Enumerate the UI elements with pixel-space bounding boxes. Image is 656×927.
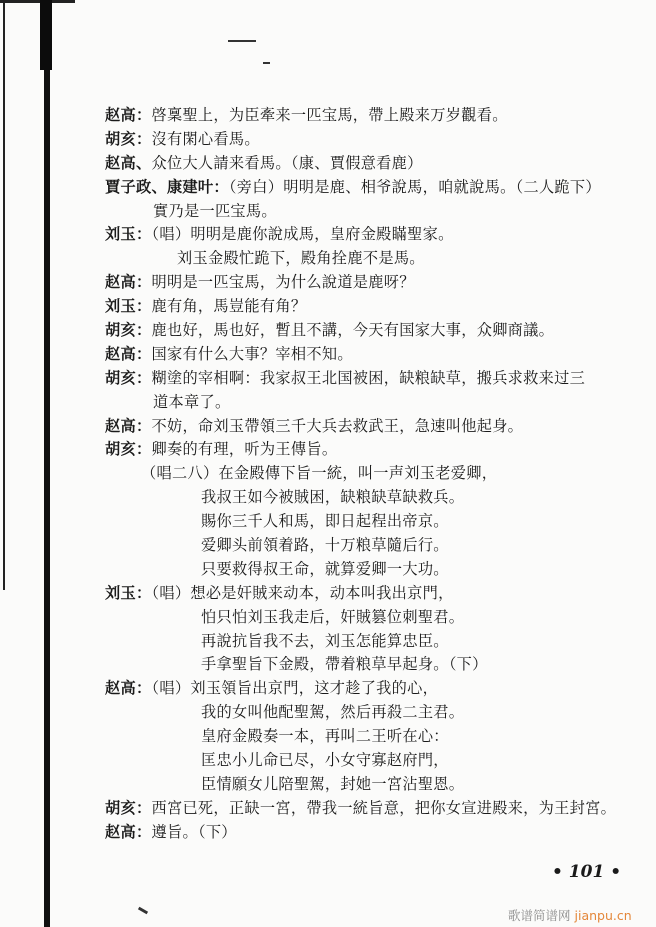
speaker-name: 赵高、 xyxy=(105,153,152,172)
line-text: 只要救得叔王命，就算爱卿一大功。 xyxy=(201,559,449,578)
line-text: 遵旨。（下） xyxy=(151,822,237,841)
line-text: 臣情願女儿陪聖駕，封她一宮沾聖恩。 xyxy=(201,774,465,793)
speaker-name: 赵高： xyxy=(105,679,152,698)
line-text: 道本章了。 xyxy=(153,392,231,411)
watermark xyxy=(508,906,632,924)
line-text: 再說抗旨我不去，刘玉怎能算忠臣。 xyxy=(201,631,449,650)
continuation-line xyxy=(105,630,625,654)
speaker-name: 赵高： xyxy=(105,106,152,124)
dialogue-line xyxy=(105,797,625,821)
speaker-name: 胡亥： xyxy=(105,321,152,340)
dialogue-line xyxy=(105,128,625,152)
scan-gutter-shadow xyxy=(44,0,50,927)
continuation-line xyxy=(105,486,625,510)
speaker-name: 赵高： xyxy=(105,273,152,292)
speaker-name: 赵高： xyxy=(105,822,152,841)
line-text: 啓稟聖上，为臣牽来一匹宝馬，帶上殿来万岁觀看。 xyxy=(151,106,508,124)
continuation-line xyxy=(105,247,625,271)
speaker-name: 賈子政、康建叶： xyxy=(105,177,229,196)
line-text: 怕只怕刘玉我走后，奸賊篡位刺聖君。 xyxy=(201,607,465,626)
dialogue-line xyxy=(105,319,625,343)
continuation-line xyxy=(105,200,625,224)
line-text: 明明是一匹宝馬，为什么說道是鹿呀？ xyxy=(151,273,415,292)
speaker-name: 刘玉： xyxy=(105,225,152,244)
speaker-name: 胡亥： xyxy=(105,368,152,387)
line-text: （唱）刘玉領旨出京門，这才趁了我的心， xyxy=(151,679,439,698)
continuation-line xyxy=(105,749,625,773)
speaker-name: 胡亥： xyxy=(105,440,152,459)
dialogue-line xyxy=(105,271,625,295)
dialogue-line xyxy=(105,367,625,391)
speaker-name: 刘玉： xyxy=(105,297,152,316)
scan-gutter-shadow-top xyxy=(40,0,52,70)
speaker-name: 刘玉： xyxy=(105,583,152,602)
speaker-name: 胡亥： xyxy=(105,798,152,817)
scan-speck xyxy=(138,907,148,915)
line-text: 皇府金殿奏一本，再叫二王听在心： xyxy=(201,727,449,746)
script-body xyxy=(105,104,625,845)
watermark-cn: 歌谱简谱网 xyxy=(508,908,571,923)
scan-speck xyxy=(263,62,270,64)
speaker-name: 赵高： xyxy=(105,416,152,435)
line-text: 糊塗的宰相啊：我家叔王北国被困，缺粮缺草，搬兵求救来过三 xyxy=(151,368,586,387)
dialogue-line xyxy=(105,152,625,176)
continuation-line xyxy=(105,653,625,677)
line-text: （唱）想必是奸賊来动本，动本叫我出京門， xyxy=(151,583,454,602)
line-text: 沒有閑心看馬。 xyxy=(151,129,260,148)
continuation-line xyxy=(105,510,625,534)
continuation-line xyxy=(105,462,625,486)
line-text: 刘玉金殿忙跪下，殿角拴鹿不是馬。 xyxy=(177,249,425,268)
line-text: 国家有什么大事？宰相不知。 xyxy=(151,344,353,363)
dialogue-line xyxy=(105,677,625,701)
speaker-name: 胡亥： xyxy=(105,129,152,148)
scan-edge-top xyxy=(0,0,75,3)
line-text: 鹿有角，馬豈能有角？ xyxy=(151,297,307,316)
dialogue-line xyxy=(105,104,625,128)
scan-speck xyxy=(228,40,256,42)
dialogue-line xyxy=(105,821,625,845)
line-text: 西宮已死，正缺一宮，帶我一統旨意，把你女宣进殿来，为王封宮。 xyxy=(151,798,617,817)
scan-binding-line xyxy=(3,0,5,590)
line-text: 不妨，命刘玉帶領三千大兵去救武王，急速叫他起身。 xyxy=(151,416,524,435)
dialogue-line xyxy=(105,415,625,439)
continuation-line xyxy=(105,725,625,749)
line-text: （旁白）明明是鹿、相爷說馬，咱就說馬。（二人跪下） xyxy=(228,177,601,196)
dialogue-line xyxy=(105,176,625,200)
continuation-line xyxy=(105,391,625,415)
continuation-line xyxy=(105,534,625,558)
dialogue-line xyxy=(105,438,625,462)
line-text: 卿奏的有理，听为王傳旨。 xyxy=(151,440,338,459)
line-text: 我的女叫他配聖駕，然后再殺二主君。 xyxy=(201,703,465,722)
dialogue-line xyxy=(105,582,625,606)
dialogue-line xyxy=(105,223,625,247)
dialogue-line xyxy=(105,295,625,319)
line-text: 爱卿头前領着路，十万粮草隨后行。 xyxy=(201,536,449,555)
continuation-line xyxy=(105,558,625,582)
line-text: 實乃是一匹宝馬。 xyxy=(153,201,277,220)
continuation-line xyxy=(105,701,625,725)
line-text: （唱）明明是鹿你說成馬，皇府金殿瞞聖家。 xyxy=(151,225,454,244)
page-number: • 101 • xyxy=(552,862,622,882)
line-text: 我叔王如今被賊困，缺粮缺草缺救兵。 xyxy=(201,488,465,507)
line-text: 手拿聖旨下金殿，帶着粮草早起身。（下） xyxy=(201,655,488,674)
continuation-line xyxy=(105,773,625,797)
speaker-name: 赵高： xyxy=(105,344,152,363)
line-text: 匡忠小儿命已尽，小女守寡赵府門， xyxy=(201,751,449,770)
watermark-url: jianpu.cn xyxy=(574,908,632,923)
line-text: 賜你三千人和馬，即日起程出帝京。 xyxy=(201,512,449,531)
continuation-line xyxy=(105,606,625,630)
line-text: （唱二八）在金殿傳下旨一統，叫一声刘玉老爱卿， xyxy=(141,464,498,483)
line-text: 众位大人請来看馬。（康、賈假意看鹿） xyxy=(151,153,423,172)
line-text: 鹿也好，馬也好，暫且不講，今天有国家大事，众卿商議。 xyxy=(151,321,555,340)
dialogue-line xyxy=(105,343,625,367)
